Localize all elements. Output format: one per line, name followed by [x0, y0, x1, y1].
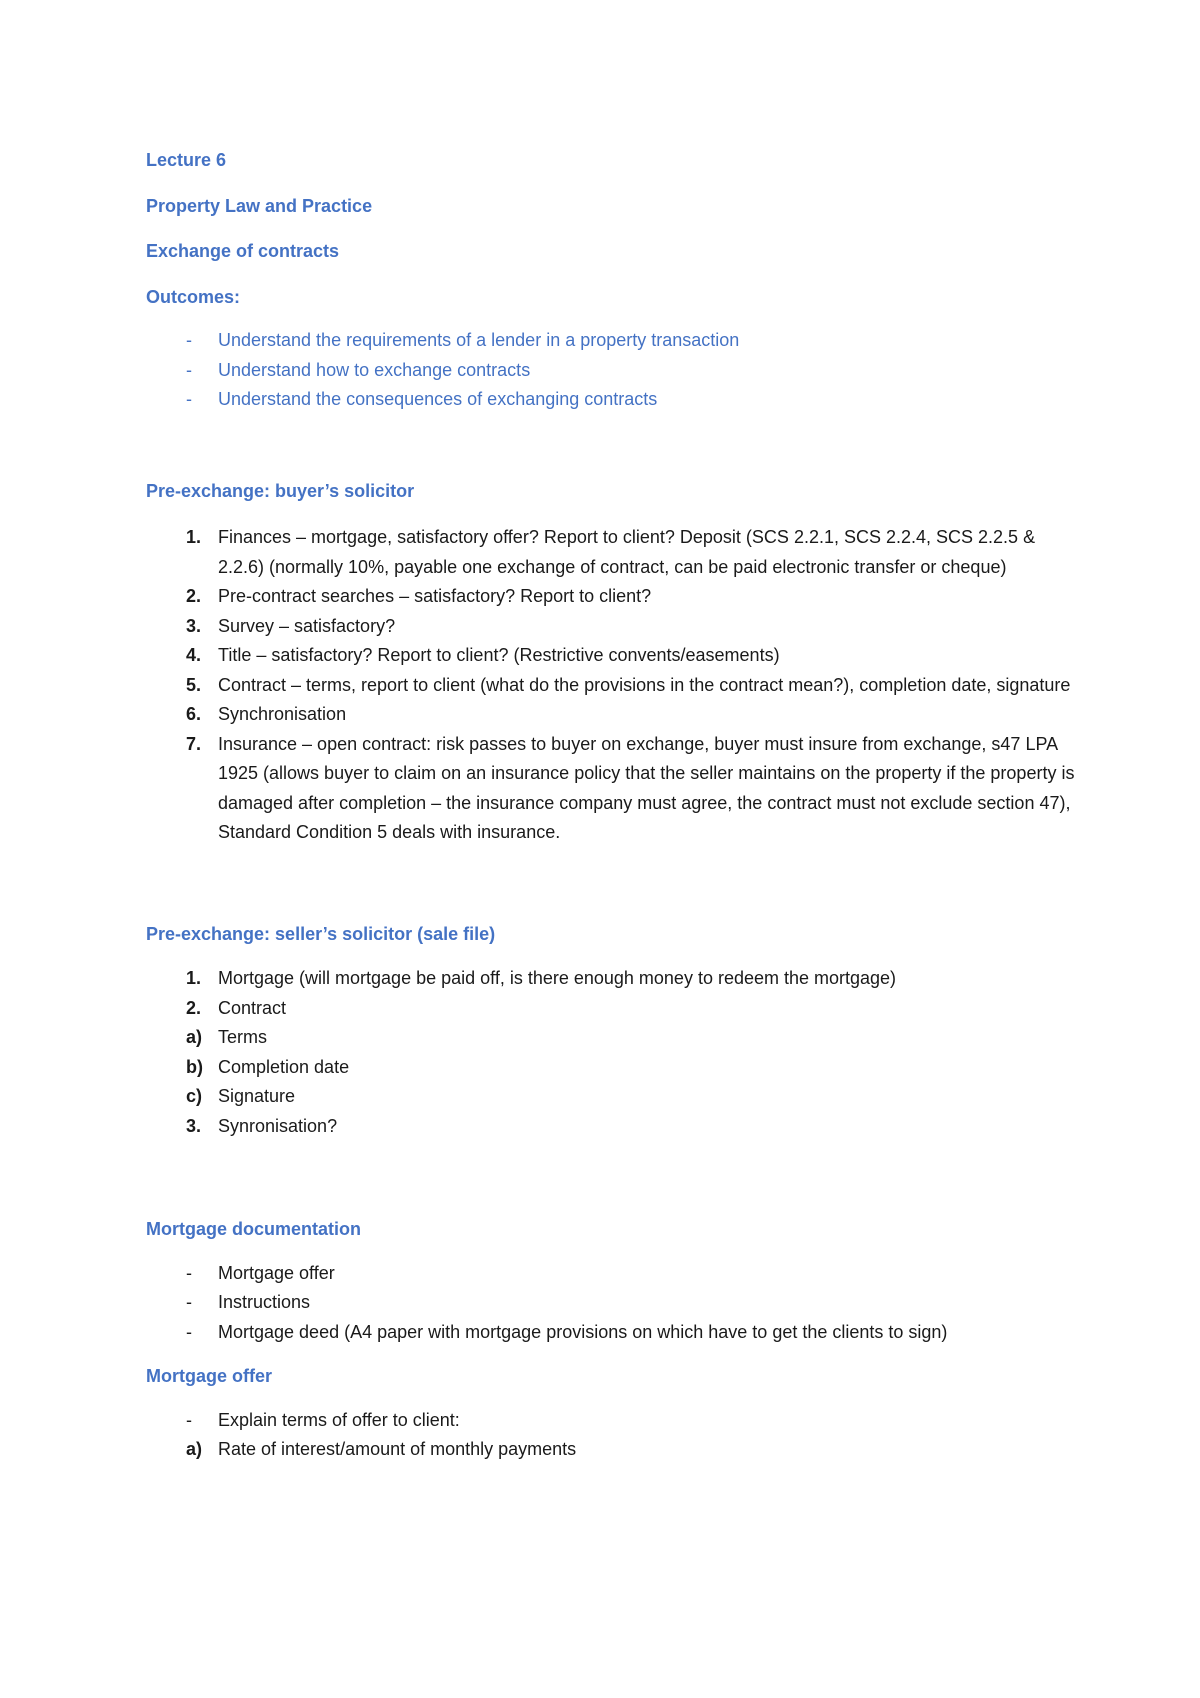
seller-checklist — [146, 964, 1086, 1141]
list-item: 1. Finances – mortgage, satisfactory offer? Report to client? Deposit (SCS 2.2.1, SCS 2.2.4, SCS 2.2.5 & 2.2.6) (normally 10%, payable one exchange of contract, can be paid electronic transfer or cheque) — [186, 527, 1036, 577]
course-heading: Property Law and Practice — [146, 195, 373, 216]
list-item: 1. Mortgage (will mortgage be paid off, is there enough money to redeem the mortgage) — [186, 968, 897, 988]
list-item: 6. Synchronisation — [186, 704, 347, 724]
list-item: 2. Pre-contract searches – satisfactory? Report to client? — [186, 586, 652, 606]
list-item: - Understand the consequences of exchanging contracts — [186, 389, 658, 409]
list-item: 2. Contract — [186, 997, 287, 1018]
list-item: 4. Title – satisfactory? Report to client? (Restrictive convents/easements) — [186, 645, 780, 665]
topic-heading: Exchange of contracts — [146, 241, 340, 261]
document-page — [146, 146, 1086, 1465]
list-item: a) Rate of interest/amount of monthly payments — [186, 1439, 577, 1459]
list-item: - Understand the requirements of a lender in a property transaction — [186, 330, 740, 350]
list-item: 3. Synronisation? — [186, 1115, 338, 1136]
list-item: - Understand how to exchange contracts — [186, 359, 531, 380]
mortgage-documentation-heading: Mortgage documentation — [146, 1219, 361, 1239]
mortgage-documentation-list — [146, 1259, 1086, 1348]
list-item: 5. Contract – terms, report to client (what do the provisions in the contract mean?), completion date, signature — [186, 674, 1071, 695]
mortgage-offer-list — [146, 1406, 1086, 1465]
buyer-solicitor-heading: Pre-exchange: buyer’s solicitor — [146, 480, 415, 501]
list-item: - Mortgage deed (A4 paper with mortgage provisions on which have to get the clients to sign) — [186, 1321, 948, 1342]
outcomes-list — [146, 326, 1086, 415]
list-item: a) Terms — [186, 1027, 267, 1047]
list-item: b) Completion date — [186, 1056, 350, 1077]
list-item: c) Signature — [186, 1086, 296, 1106]
list-item: 3. Survey – satisfactory? — [186, 615, 396, 636]
seller-solicitor-heading: Pre-exchange: seller’s solicitor (sale file) — [146, 923, 496, 944]
buyer-checklist — [146, 523, 1086, 848]
list-item: - Mortgage offer — [186, 1262, 335, 1283]
lecture-heading: Lecture 6 — [146, 150, 227, 170]
list-item: - Instructions — [186, 1292, 311, 1312]
list-item: 7. Insurance – open contract: risk passes to buyer on exchange, buyer must insure from exchange, s47 LPA 1925 (allows buyer to claim on an insurance policy that the seller maintains on the property if the property is damaged after completion – the insurance company must agree, the contract must not exclude section 47), Standard Condition 5 deals with insurance. — [186, 733, 1075, 842]
mortgage-offer-heading: Mortgage offer — [146, 1366, 272, 1386]
outcomes-heading: Outcomes: — [146, 286, 241, 307]
list-item: - Explain terms of offer to client: — [186, 1409, 460, 1430]
